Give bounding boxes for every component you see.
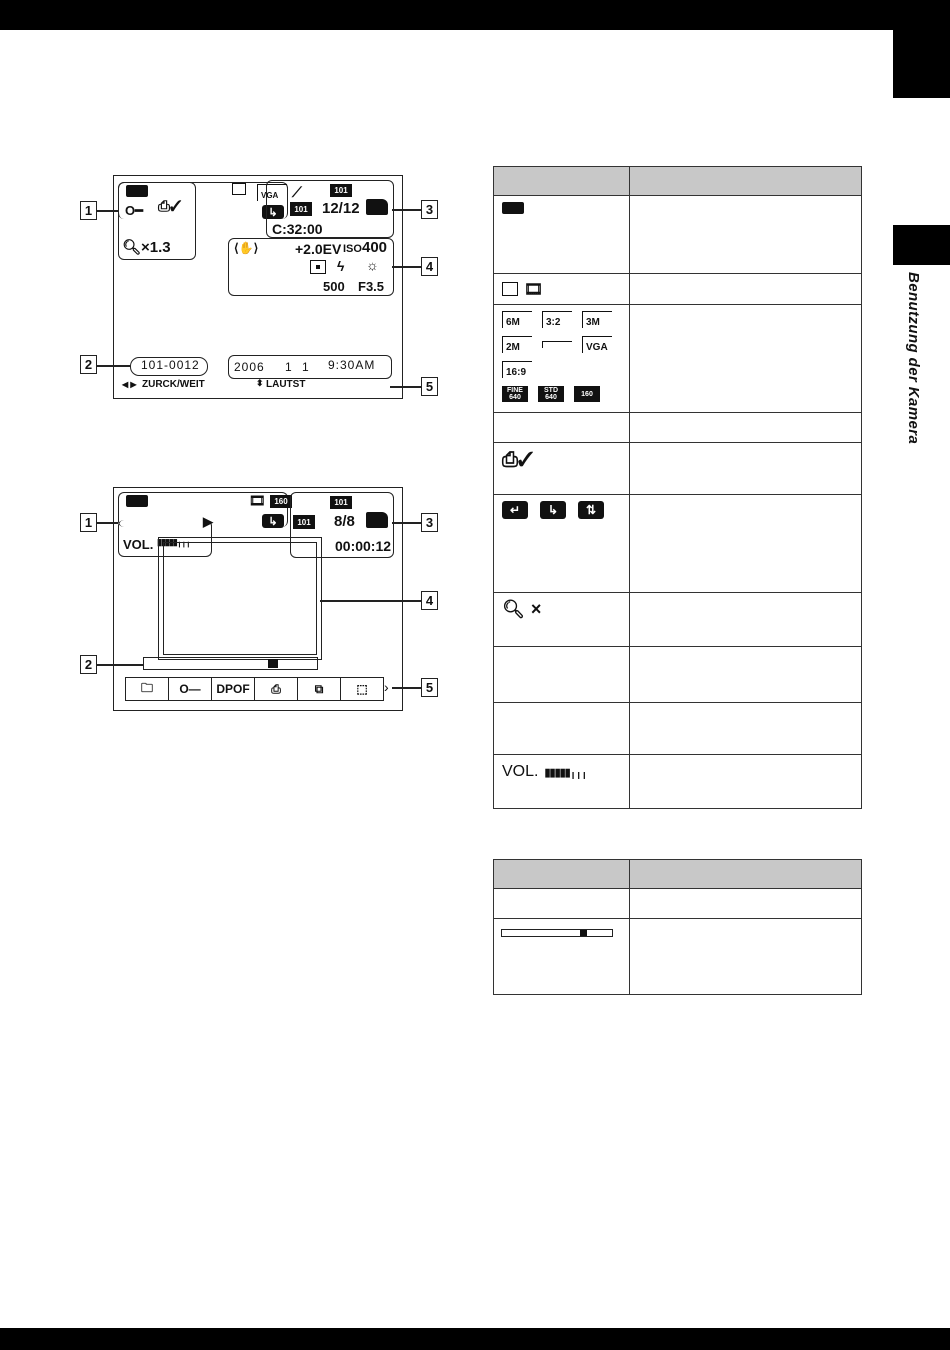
playback-progress-bar[interactable] — [143, 657, 318, 670]
remaining-capacity: C:32:00 — [272, 221, 323, 237]
table-row — [494, 593, 862, 647]
table-cell — [630, 889, 862, 919]
dpof-menu-button[interactable]: DPOF — [212, 678, 255, 700]
leader-line-1 — [97, 210, 118, 212]
folder-change-icon: ↳ — [262, 514, 284, 528]
print-order-icon: ⎙✓ — [158, 198, 182, 215]
iso-prefix: ISO — [343, 243, 362, 255]
folder-menu-button[interactable]: 🗀 — [126, 678, 169, 700]
burst-icon — [502, 282, 518, 296]
progress-marker-icon — [580, 930, 587, 936]
table-cell — [494, 755, 630, 809]
size-vga-icon: VGA — [582, 336, 612, 353]
size-2m-icon: 2M — [502, 336, 532, 353]
table-cell — [630, 413, 862, 443]
table-header-cell — [494, 860, 630, 889]
table-cell — [494, 274, 630, 305]
table-cell — [494, 593, 630, 647]
recording-mode-icon: ⟋ — [292, 184, 302, 200]
table-cell — [494, 305, 630, 413]
callout-number-4: 4 — [421, 591, 438, 610]
callout-number-1: 1 — [80, 513, 97, 532]
magnifier-icon: 🔍︎ — [502, 599, 525, 619]
zoom-x-icon: × — [530, 599, 542, 619]
table-row — [494, 443, 862, 495]
playback-toolbar — [125, 677, 384, 701]
progress-marker[interactable] — [268, 659, 278, 668]
callout-number-2: 2 — [80, 655, 97, 674]
callout-number-3: 3 — [421, 513, 438, 532]
protect-menu-button[interactable]: O— — [169, 678, 212, 700]
image-size-icon: VGA — [257, 184, 287, 201]
size-16-9-icon: 16:9 — [502, 361, 532, 378]
updown-arrows-icon: ⬍ — [256, 378, 264, 388]
folder-return-icon: ↵ — [502, 501, 528, 519]
quality-fine-badge: FINE 640 — [502, 386, 528, 402]
callout-number-2: 2 — [80, 355, 97, 374]
internal-memory-icon — [366, 199, 388, 215]
image-counter: 12/12 — [322, 200, 360, 217]
table-header-row — [494, 167, 862, 196]
leader-line-2 — [97, 365, 130, 367]
print-menu-button[interactable]: ⎙ — [255, 678, 298, 700]
leader-line-2 — [97, 664, 143, 666]
table-cell — [630, 196, 862, 274]
table-cell — [630, 274, 862, 305]
volume-label: LAUTST — [266, 379, 306, 390]
white-balance-icon: ☼ — [366, 257, 379, 273]
size-3m-icon: 3M — [582, 311, 612, 328]
table-row — [494, 889, 862, 919]
volume-bars: ▮▮▮▮▮╷╷╷ — [157, 537, 191, 547]
exposure-value: +2.0EV — [295, 241, 342, 257]
table-row — [494, 413, 862, 443]
folder-change-icon: ↳ — [262, 205, 284, 219]
table-cell — [494, 647, 630, 703]
table-cell — [630, 305, 862, 413]
quality-std-badge: STD 640 — [538, 386, 564, 402]
clock-time: 9:30AM — [328, 358, 376, 372]
table-cell — [630, 443, 862, 495]
table-row — [494, 755, 862, 809]
top-bar — [0, 0, 950, 30]
internal-memory-icon — [366, 512, 388, 528]
table-cell — [630, 919, 862, 995]
chevron-right-icon[interactable]: › — [384, 679, 389, 695]
iso-value: 400 — [362, 239, 388, 256]
callout-number-5: 5 — [421, 678, 438, 697]
progress-bar-icon — [501, 929, 613, 937]
table-row — [494, 274, 862, 305]
folder-number-icon: 101 — [330, 184, 352, 197]
table-cell — [494, 703, 630, 755]
table-cell — [494, 413, 630, 443]
chapter-tab-section — [893, 225, 950, 265]
magnifier-icon: 🔍︎ — [122, 239, 142, 256]
table-cell — [630, 495, 862, 593]
chapter-tab-top — [893, 30, 950, 98]
table-header-cell — [630, 860, 862, 889]
resize-menu-button[interactable]: ⬚ — [356, 682, 368, 696]
leader-line-3 — [392, 209, 421, 211]
file-number: 101-0012 — [141, 358, 200, 372]
film-icon: 🎞︎ — [524, 281, 544, 298]
volume-label: VOL. — [123, 537, 154, 552]
shutter-speed: 500 — [323, 279, 345, 294]
table-row — [494, 703, 862, 755]
battery-icon — [126, 185, 148, 197]
table-cell — [630, 593, 862, 647]
table-cell — [630, 647, 862, 703]
table-row — [494, 305, 862, 413]
table-cell — [494, 495, 630, 593]
movie-size-badge: 160 — [270, 495, 292, 508]
nav-label: ZURCK/WEIT — [142, 379, 205, 390]
burst-icon — [232, 183, 246, 195]
table-cell — [630, 703, 862, 755]
quality-160-badge: 160 — [574, 386, 600, 402]
shake-warning-icon: ⟨✋⟩ — [234, 241, 259, 255]
print-order-icon: ⎙✓ — [502, 449, 534, 471]
battery-icon — [126, 495, 148, 507]
play-icon: ▶ — [203, 514, 213, 529]
callout-number-5: 5 — [421, 377, 438, 396]
callout-number-4: 4 — [421, 257, 438, 276]
table-cell — [494, 889, 630, 919]
indicator-table-1 — [493, 166, 862, 809]
key-icon: O━ — [125, 203, 143, 218]
volume-label: VOL. — [502, 763, 539, 780]
table-header-cell — [630, 167, 862, 196]
table-header-row — [494, 860, 862, 889]
image-counter: 8/8 — [334, 513, 355, 530]
movie-time: 00:00:12 — [335, 538, 392, 554]
flash-icon: ϟ — [337, 258, 345, 274]
callout-number-1: 1 — [80, 201, 97, 220]
size-1m-icon — [542, 341, 572, 348]
table-row — [494, 647, 862, 703]
size-6m-icon: 6M — [502, 311, 532, 328]
folder-forward-icon: ↳ — [540, 501, 566, 519]
table-header-cell — [494, 167, 630, 196]
film-icon: 🎞︎ — [249, 493, 266, 508]
leader-line-4 — [392, 266, 421, 268]
leader-line-5 — [392, 687, 421, 689]
playback-image-area-inner — [163, 542, 317, 655]
date-month: 1 — [285, 360, 292, 374]
nav-arrows-icon: ◀ ▶ — [122, 380, 137, 389]
indicator-table-2 — [493, 859, 862, 995]
bottom-bar — [0, 1328, 950, 1350]
table-cell — [494, 443, 630, 495]
leader-line-3 — [392, 522, 421, 524]
aperture-value: F3.5 — [358, 279, 385, 294]
folder-number-icon: 101 — [330, 496, 352, 509]
table-cell — [494, 196, 630, 274]
volume-bars: ▮▮▮▮▮╷╷╷ — [544, 766, 587, 779]
folder-both-icon: ⇅ — [578, 501, 604, 519]
table-row — [494, 919, 862, 995]
table-row — [494, 495, 862, 593]
playback-folder-icon: 101 — [293, 515, 315, 529]
leader-line-1 — [97, 522, 118, 524]
callout-number-3: 3 — [421, 200, 438, 219]
size-3-2-icon: 3:2 — [542, 311, 572, 328]
side-chapter-title: Benutzung der Kamera — [905, 272, 922, 445]
table-cell — [494, 919, 630, 995]
leader-line-5 — [390, 386, 421, 388]
date-day: 1 — [302, 360, 309, 374]
table-cell — [630, 755, 862, 809]
date-year: 2006 — [234, 360, 265, 374]
table-row — [494, 196, 862, 274]
zoom-value: ×1.3 — [141, 239, 171, 256]
slideshow-menu-button[interactable]: ⧉ — [298, 678, 341, 700]
battery-icon — [502, 202, 524, 214]
spot-meter-icon — [310, 260, 326, 274]
playback-folder-icon: 101 — [290, 202, 312, 216]
leader-line-4 — [320, 600, 421, 602]
